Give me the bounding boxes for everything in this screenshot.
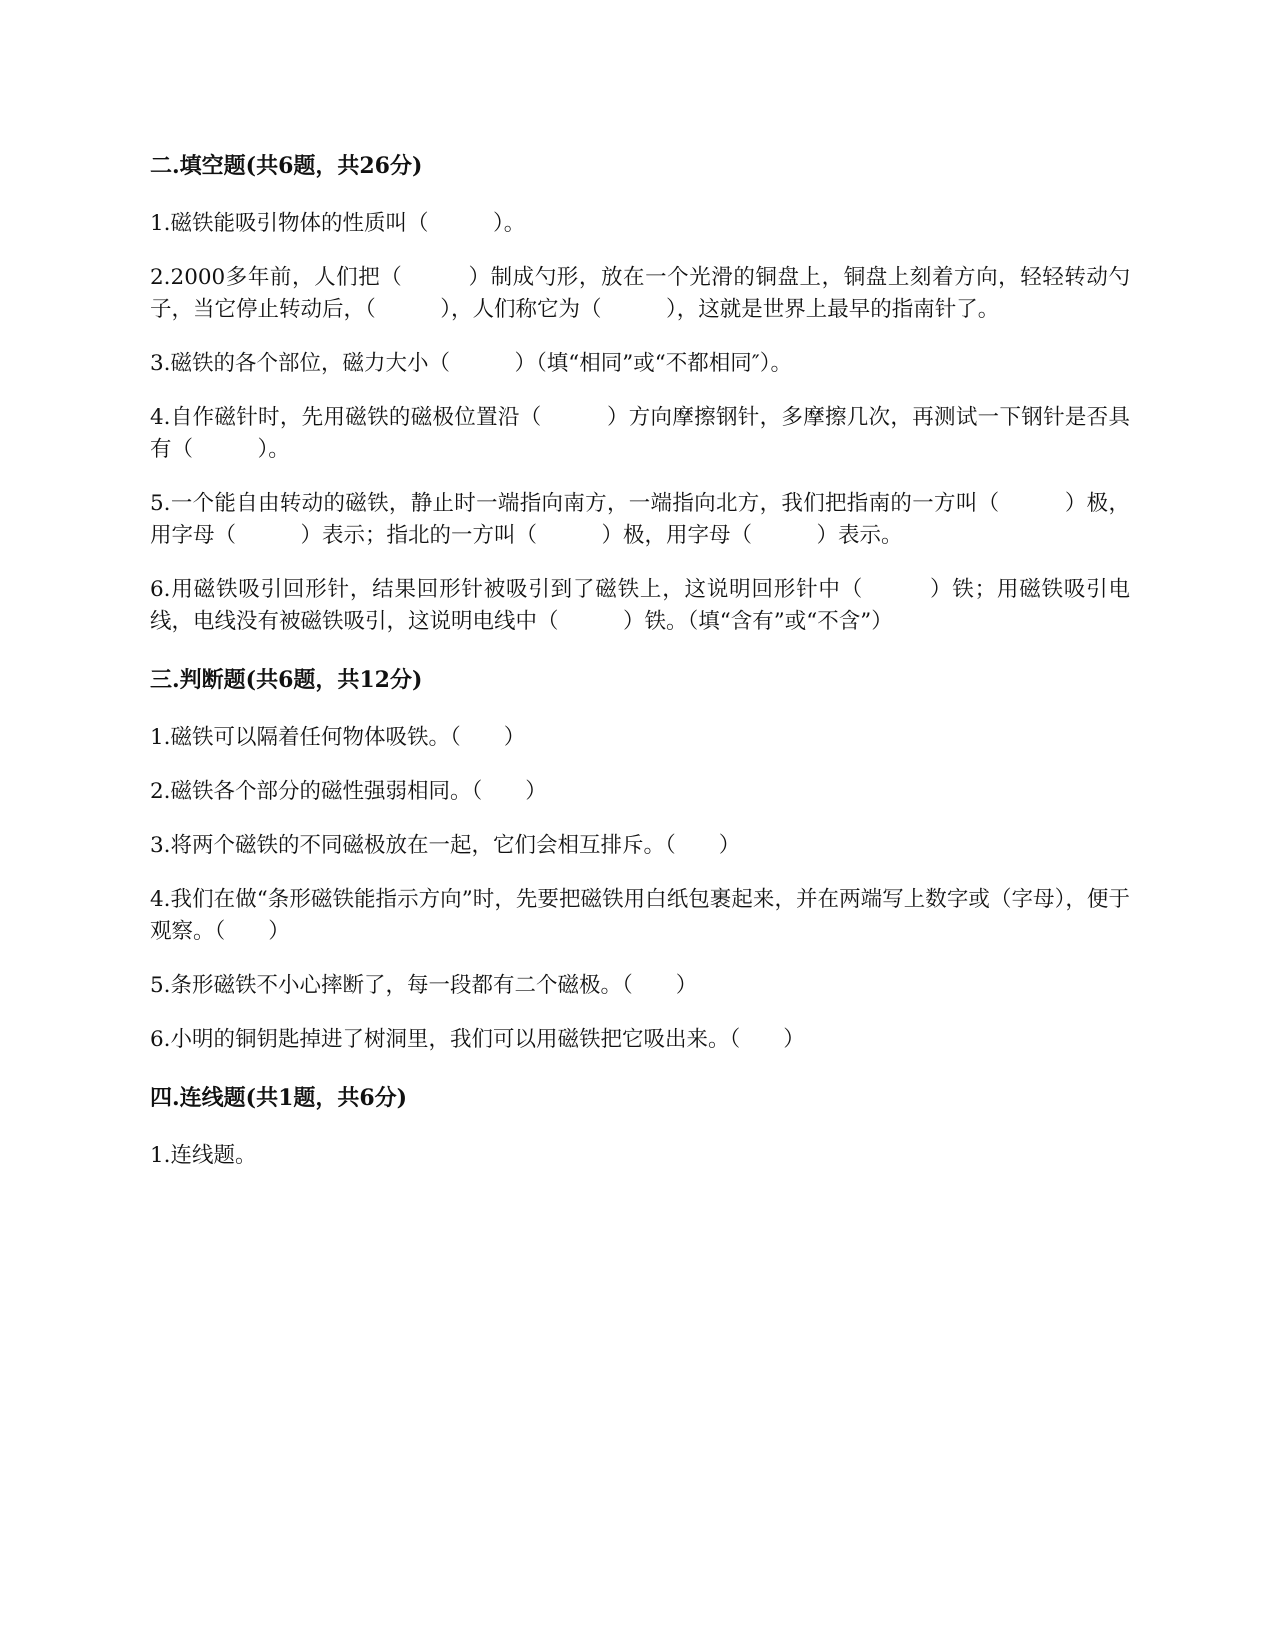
fill-blank-question-3: 3.磁铁的各个部位，磁力大小（ ）（填“相同”或“不都相同″）。 bbox=[150, 351, 793, 376]
section-title-matching: 四.连线题(共1题，共6分) bbox=[150, 1085, 408, 1111]
fill-blank-question-4: 4.自作磁针时，先用磁铁的磁极位置沿（ ）方向摩擦钢针，多摩擦几次，再测试一下钢针是否具有（ ）。 bbox=[150, 405, 1130, 462]
fill-blank-question-5: 5.一个能自由转动的磁铁，静止时一端指向南方，一端指向北方，我们把指南的一方叫（ ）极，用字母（ ）表示；指北的一方叫（ ）极，用字母（ ）表示。 bbox=[150, 491, 1130, 548]
true-false-question-1: 1.磁铁可以隔着任何物体吸铁。（ ） bbox=[150, 725, 526, 750]
document-page bbox=[150, 150, 1130, 1172]
section-title-true-false: 三.判断题(共6题，共12分) bbox=[150, 667, 423, 693]
true-false-question-5: 5.条形磁铁不小心摔断了，每一段都有二个磁极。（ ） bbox=[150, 973, 698, 998]
true-false-question-4: 4.我们在做“条形磁铁能指示方向”时，先要把磁铁用白纸包裹起来，并在两端写上数字或（字母），便于观察。（ ） bbox=[150, 887, 1130, 944]
fill-blank-question-2: 2.2000多年前，人们把（ ）制成勺形，放在一个光滑的铜盘上，铜盘上刻着方向，轻轻转动勺子，当它停止转动后，（ ），人们称它为（ ），这就是世界上最早的指南针了。 bbox=[150, 265, 1130, 322]
fill-blank-question-1: 1.磁铁能吸引物体的性质叫（ ）。 bbox=[150, 211, 526, 236]
true-false-question-6: 6.小明的铜钥匙掉进了树洞里，我们可以用磁铁把它吸出来。（ ） bbox=[150, 1027, 805, 1052]
section-title-fill-blank: 二.填空题(共6题，共26分) bbox=[150, 153, 423, 179]
true-false-question-3: 3.将两个磁铁的不同磁极放在一起，它们会相互排斥。（ ） bbox=[150, 833, 741, 858]
fill-blank-question-6: 6.用磁铁吸引回形针，结果回形针被吸引到了磁铁上，这说明回形针中（ ）铁；用磁铁吸引电线，电线没有被磁铁吸引，这说明电线中（ ）铁。（填“含有”或“不含”） bbox=[150, 577, 1130, 634]
true-false-question-2: 2.磁铁各个部分的磁性强弱相同。（ ） bbox=[150, 779, 547, 804]
matching-question-1: 1.连线题。 bbox=[150, 1143, 257, 1168]
